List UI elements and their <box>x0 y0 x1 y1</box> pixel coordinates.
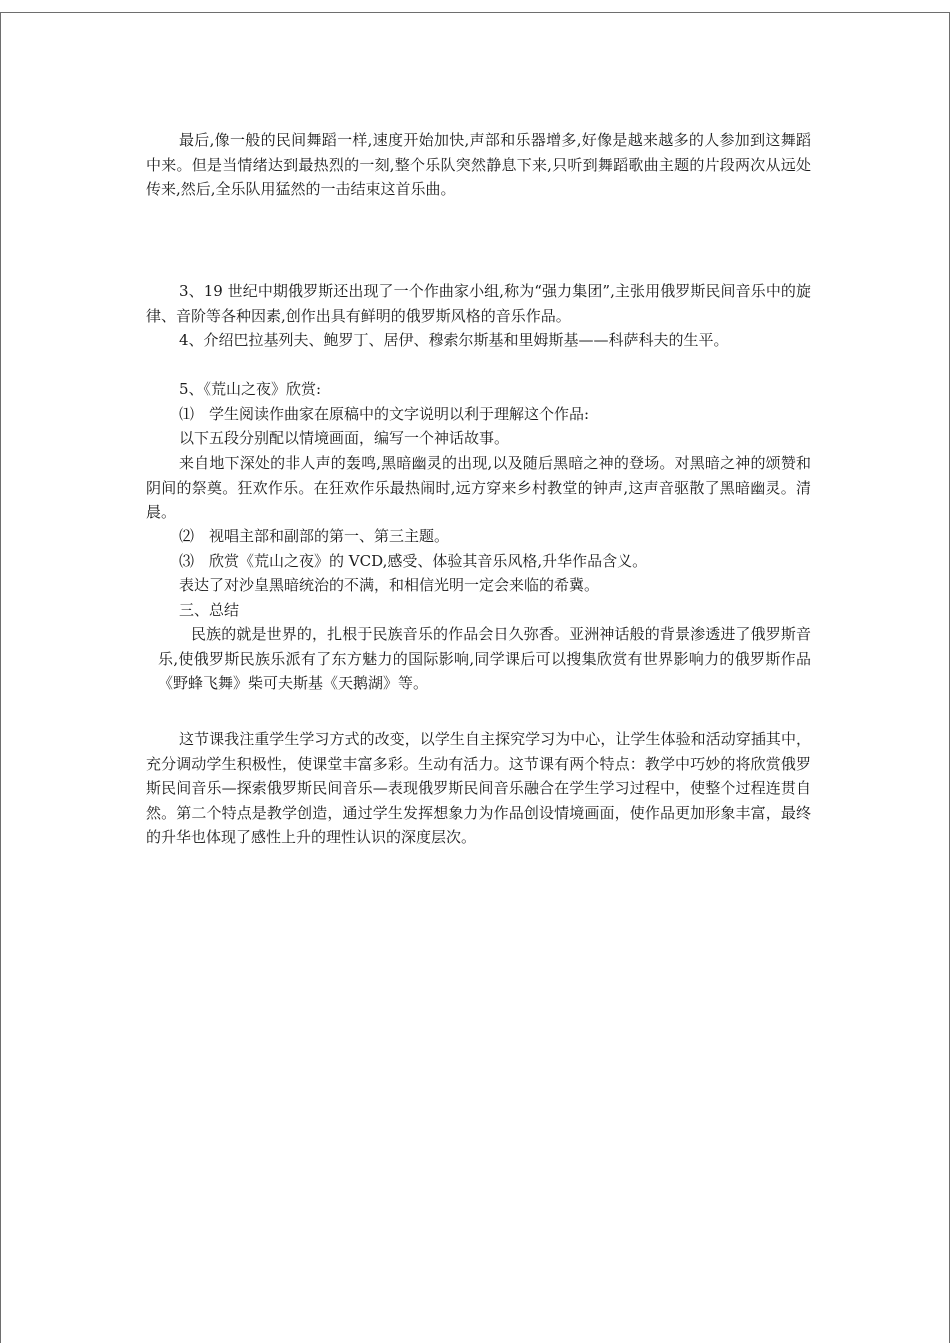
paragraph-summary: 民族的就是世界的，扎根于民族音乐的作品会日久弥香。亚洲神话般的背景渗透进了俄罗斯音乐,使俄罗斯民族乐派有了东方魅力的国际影响,同学课后可以搜集欣赏有世界影响力的俄罗斯作品《野蜂飞舞》柴可夫斯基《天鹅湖》等。 <box>158 625 811 692</box>
paragraph-five-sections: 以下五段分别配以情境画面，编写一个神话故事。 <box>179 429 510 447</box>
paragraph-reflection: 这节课我注重学生学习方式的改变，以学生自主探究学习为中心，让学生体验和活动穿插其中，充分调动学生积极性，使课堂丰富多彩。生动有活力。这节课有两个特点：教学中巧妙的将欣赏俄罗斯民间音乐—探索俄罗斯民间音乐—表现俄罗斯民间音乐融合在学生学习过程中，使整个过程连贯自然。第二个特点是教学创造，通过学生发挥想象力为作品创设情境画面，使作品更加形象丰富，最终的升华也体现了感性上升的理性认识的深度层次。 <box>146 730 811 846</box>
list-item-2: ⑵ 视唱主部和副部的第一、第三主题。 <box>179 527 450 545</box>
list-item-1: ⑴ 学生阅读作曲家在原稿中的文字说明以利于理解这个作品: <box>179 405 590 423</box>
document-page <box>0 12 950 1343</box>
section-heading-summary: 三、总结 <box>179 601 240 619</box>
paragraph-composers-bio: 4、介绍巴拉基列夫、鲍罗丁、居伊、穆索尔斯基和里姆斯基——科萨科夫的生平。 <box>179 331 729 349</box>
paragraph-program-story: 来自地下深处的非人声的轰鸣,黑暗幽灵的出现,以及随后黑暗之神的登场。对黑暗之神的颂赞和阴间的祭奠。狂欢作乐。在狂欢作乐最热闹时,远方穿来乡村教堂的钟声,这声音驱散了黑暗幽灵。清晨。 <box>146 454 811 521</box>
paragraph-theme-meaning: 表达了对沙皇黑暗统治的不满，和相信光明一定会来临的希冀。 <box>179 576 600 594</box>
list-item-3: ⑶ 欣赏《荒山之夜》的 VCD,感受、体验其音乐风格,升华作品含义。 <box>179 552 648 570</box>
paragraph-dance-ending: 最后,像一般的民间舞蹈一样,速度开始加快,声部和乐器增多,好像是越来越多的人参加到这舞蹈中来。但是当情绪达到最热烈的一刻,整个乐队突然静息下来,只听到舞蹈歌曲主题的片段两次从远处传来,然后,全乐队用猛然的一击结束这首乐曲。 <box>146 131 811 198</box>
section-heading-night-on-bald-mountain: 5、《荒山之夜》欣赏: <box>179 380 322 398</box>
paragraph-mighty-handful: 3、19 世纪中期俄罗斯还出现了一个作曲家小组,称为“强力集团”,主张用俄罗斯民间音乐中的旋律、音阶等各种因素,创作出具有鲜明的俄罗斯风格的音乐作品。 <box>146 282 811 325</box>
